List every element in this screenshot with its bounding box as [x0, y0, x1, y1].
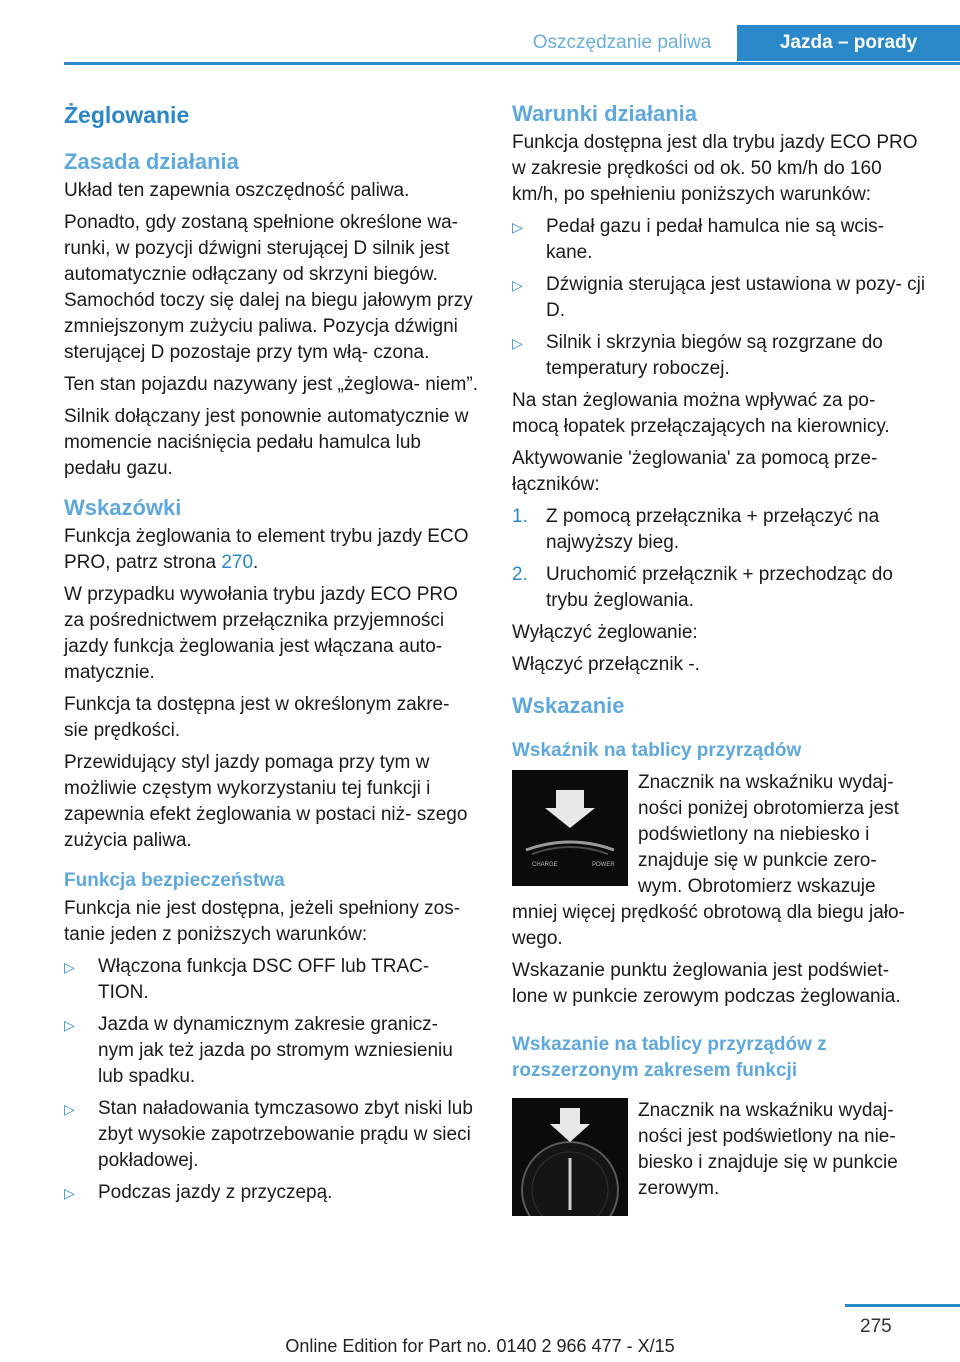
footer-edition: Online Edition for Part no. 0140 2 966 477 - X/15 [285, 1336, 675, 1356]
left-column [64, 100, 478, 1212]
list-item [512, 330, 926, 382]
list-item [512, 214, 926, 266]
triangle-bullet-icon: ▷ [512, 219, 523, 235]
list-item-text: Z pomocą przełącznika + przełączyć na najwyższy bieg. [546, 506, 880, 553]
instrument-cluster-image [512, 770, 628, 886]
heading-wskazowki: Wskazówki [64, 495, 182, 520]
extended-cluster-image [512, 1098, 628, 1216]
figure-instrument-cluster [512, 770, 926, 900]
section-title: Żeglowanie [64, 102, 190, 128]
triangle-bullet-icon: ▷ [64, 1185, 75, 1201]
down-arrow-gauge-icon [512, 770, 628, 886]
list-item-text: Silnik i skrzynia biegów są rozgrzane do temperatury roboczej. [546, 332, 883, 379]
list-item [512, 504, 926, 556]
triangle-bullet-icon: ▷ [512, 277, 523, 293]
bullet-list [512, 214, 926, 382]
list-item [512, 562, 926, 614]
heading-zasada: Zasada działania [64, 149, 239, 174]
paragraph: Na stan żeglowania można wpływać za po‐ mocą łopatek przełączających na kierownicy. [512, 390, 890, 437]
header-section-tab[interactable]: Oszczędzanie paliwa [509, 25, 735, 61]
heading-warunki: Warunki działania [512, 101, 698, 126]
paragraph: Aktywowanie 'żeglowania' za pomocą prze‐ łączników: [512, 448, 878, 495]
paragraph: Układ ten zapewnia oszczędność paliwa. [64, 180, 410, 201]
paragraph: Włączyć przełącznik -. [512, 654, 700, 675]
paragraph-text: . [253, 552, 259, 573]
paragraph: Funkcja ta dostępna jest w określonym zakre‐ sie prędkości. [64, 694, 450, 741]
list-item-text: Jazda w dynamicznym zakresie granicz‐ nym jak też jazda po stromym wzniesieniu lub spadku. [98, 1014, 453, 1087]
step-number: 1. [512, 506, 528, 527]
heading-wskazanie: Wskazanie [512, 693, 625, 718]
down-arrow-dial-icon [512, 1098, 628, 1216]
triangle-bullet-icon: ▷ [64, 959, 75, 975]
page-number: 275 [860, 1316, 892, 1337]
paragraph: Funkcja nie jest dostępna, jeżeli spełniony zos‐ tanie jeden z poniższych warunków: [64, 898, 461, 945]
paragraph: Wskazanie punktu żeglowania jest podświet‐ lone w punkcie zerowym podczas żeglowania. [512, 960, 901, 1007]
paragraph: Przewidujący styl jazdy pomaga przy tym w możliwie częstym wykorzystaniu tej funkcji i zapewnia efekt żeglowania w postaci niż‐ szego zużycia paliwa. [64, 752, 468, 851]
list-item-text: Stan naładowania tymczasowo zbyt niski lub zbyt wysokie zapotrzebowanie prądu w sieci pokładowej. [98, 1098, 473, 1171]
page-link[interactable]: 270 [221, 552, 254, 573]
heading-tablica: Wskaźnik na tablicy przyrządów [512, 740, 802, 761]
list-item-text: Uruchomić przełącznik + przechodząc do trybu żeglowania. [546, 564, 893, 611]
paragraph: Ten stan pojazdu nazywany jest „żeglowa‐ niem”. [64, 374, 478, 395]
triangle-bullet-icon: ▷ [512, 335, 523, 351]
paragraph: Ponadto, gdy zostaną spełnione określone wa‐ runki, w pozycji dźwigni sterującej D silnik jest automatycznie odłączany od skrzyni biegów. Samochód toczy się dalej na biegu jałowym przy zmniejszonym zużyciu paliwa. Pozycja dźwigni sterującej D pozostaje przy tym włą‐ czona. [64, 212, 473, 363]
page-number-rule [845, 1304, 960, 1307]
figure-caption: Znacznik na wskaźniku wydaj‐ ności jest podświetlony na nie‐ biesko i znajduje się w punkcie zerowym. [638, 1100, 898, 1199]
paragraph: Silnik dołączany jest ponownie automatycznie w momencie naciśnięcia pedału hamulca lub pedału gazu. [64, 406, 469, 479]
paragraph: mniej więcej prędkość obrotową dla biegu jało‐ wego. [512, 902, 905, 949]
paragraph-text: Funkcja żeglowania to element trybu jazdy ECO PRO, patrz strona [64, 526, 469, 573]
bullet-list [64, 954, 478, 1206]
gauge-power-label: POWER [592, 862, 615, 868]
paragraph-with-link [64, 524, 478, 576]
paragraph: W przypadku wywołania trybu jazdy ECO PRO za pośrednictwem przełącznika przyjemności jazdy funkcja żeglowania jest włączana auto‐ matycznie. [64, 584, 458, 683]
triangle-bullet-icon: ▷ [64, 1101, 75, 1117]
list-item-text: Dźwignia sterująca jest ustawiona w pozy‐ cji D. [546, 274, 926, 321]
figure-extended-cluster [512, 1098, 926, 1216]
numbered-list [512, 504, 926, 614]
list-item [512, 272, 926, 324]
triangle-bullet-icon: ▷ [64, 1017, 75, 1033]
paragraph: Wyłączyć żeglowanie: [512, 622, 698, 643]
list-item [64, 1012, 478, 1090]
header-rule [64, 62, 960, 65]
step-number: 2. [512, 564, 528, 585]
heading-tablica-rozszerzona: Wskazanie na tablicy przyrządów z rozszerzonym zakresem funkcji [512, 1034, 827, 1081]
right-column [512, 100, 926, 1216]
list-item-text: Włączona funkcja DSC OFF lub TRAC‐ TION. [98, 956, 430, 1003]
figure-caption: Znacznik na wskaźniku wydaj‐ ności poniżej obrotomierza jest podświetlony na niebiesko i znajduje się w punkcie zero‐ wym. Obrotomierz wskazuje [638, 772, 899, 897]
gauge-charge-label: CHARGE [532, 862, 558, 868]
list-item [64, 954, 478, 1006]
list-item [64, 1096, 478, 1174]
header-chapter-tab[interactable]: Jazda – porady [737, 25, 960, 61]
list-item [64, 1180, 478, 1206]
paragraph: Funkcja dostępna jest dla trybu jazdy ECO PRO w zakresie prędkości od ok. 50 km/h do 160 km/h, po spełnieniu poniższych warunków: [512, 132, 918, 205]
list-item-text: Podczas jazdy z przyczepą. [98, 1182, 333, 1203]
heading-bezpieczenstwo: Funkcja bezpieczeństwa [64, 870, 285, 891]
list-item-text: Pedał gazu i pedał hamulca nie są wcis‐ kane. [546, 216, 884, 263]
